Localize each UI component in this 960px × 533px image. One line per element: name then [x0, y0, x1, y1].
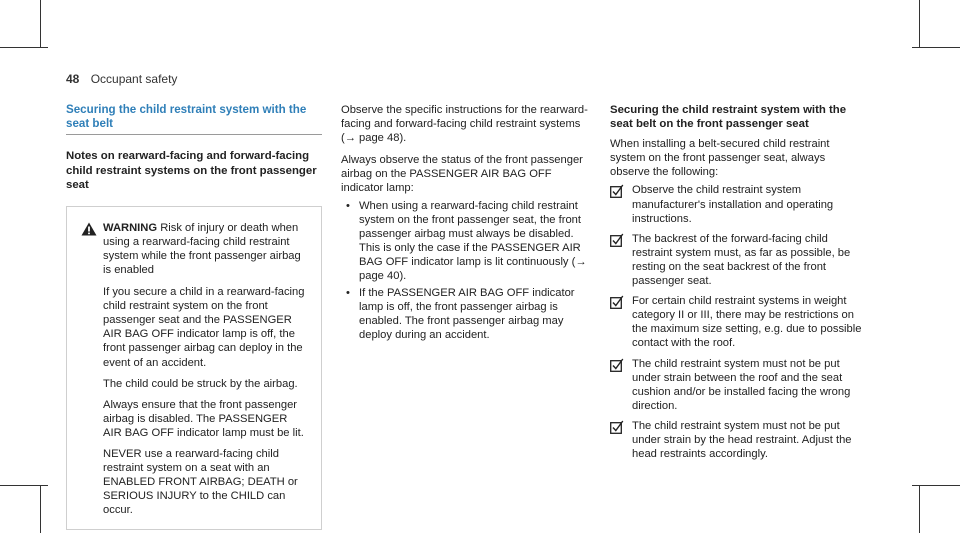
- warning-paragraph: NEVER use a rearward-facing child restraint system on a seat with an ENABLED FRONT AIRBAG; DEATH or SERIOUS INJURY to the CHILD can occur.: [103, 448, 298, 517]
- warning-lead: [103, 221, 307, 277]
- checklist-text: The backrest of the forward-facing child restraint system must, as far as possible, be resting on the seat backrest of the front passenger seat.: [632, 232, 851, 288]
- checkbox-checked-icon: [610, 295, 624, 309]
- checklist-item: [610, 183, 868, 225]
- left-column: [66, 103, 322, 530]
- status-paragraph: Always observe the status of the front passenger airbag on the PASSENGER AIR BAG OFF indicator lamp:: [341, 154, 583, 195]
- warning-box: [66, 206, 322, 531]
- warning-triangle-icon: [81, 222, 97, 236]
- warning-paragraph: If you secure a child in a rearward-facing child restraint system on the front passenger seat and the PASSENGER AIR BAG OFF indicator lamp is off, the front passenger airbag can deploy in the event of an accident.: [103, 286, 305, 369]
- checklist-text: For certain child restraint systems in weight category II or III, there may be restrictions on the maximum size setting, e.g. due to possible contact with the roof.: [632, 295, 862, 350]
- checklist-text: Observe the child restraint system manufacturer's installation and operating instructions.: [632, 184, 834, 225]
- crop-mark: [919, 485, 920, 533]
- intro-paragraph: Observe the specific instructions for the rearward-facing and forward-facing child restraint systems (→ page 48).: [341, 104, 588, 145]
- page-number: 48: [66, 72, 80, 86]
- title-divider: [66, 134, 322, 135]
- checkbox-checked-icon: [610, 184, 624, 198]
- crop-mark: [40, 485, 41, 533]
- warning-paragraph: Always ensure that the front passenger airbag is disabled. The PASSENGER AIR BAG OFF indicator lamp must be lit.: [103, 398, 304, 439]
- notes-subtitle: Notes on rearward-facing and forward-facing child restraint systems on the front passenger seat: [66, 150, 317, 191]
- crop-mark: [0, 47, 48, 48]
- crop-mark: [0, 485, 48, 486]
- section-title: Securing the child restraint system with the seat belt: [66, 103, 307, 131]
- checklist-item: [610, 294, 868, 350]
- checklist-item: [610, 232, 868, 288]
- page-header: [66, 72, 177, 86]
- warning-paragraph: The child could be struck by the airbag.: [103, 377, 298, 390]
- right-column: [610, 103, 868, 467]
- middle-column: [341, 103, 593, 346]
- checkbox-checked-icon: [610, 420, 624, 434]
- crop-mark: [912, 47, 960, 48]
- intro-paragraph: When installing a belt-secured child restraint system on the front passenger seat, always observe the following:: [610, 138, 830, 179]
- list-item: • If the PASSENGER AIR BAG OFF indicator lamp is off, the front passenger airbag is enabled. The front passenger airbag may deploy during an accident.: [341, 286, 593, 342]
- section-name: Occupant safety: [90, 72, 178, 86]
- list-item: • When using a rearward-facing child restraint system on the front passenger seat, the front passenger airbag must always be disabled. This is only the case if the PASSENGER AIR BAG OFF indicator lamp is lit continuously (→ page 40).: [341, 199, 593, 284]
- checkbox-checked-icon: [610, 358, 624, 372]
- checklist-text: The child restraint system must not be put under strain between the roof and the seat cushion and/or be installed facing the wrong direction.: [632, 357, 851, 412]
- checklist-text: The child restraint system must not be put under strain by the head restraint. Adjust the head restraints accordingly.: [632, 419, 852, 461]
- checklist-item: [610, 357, 868, 413]
- bullet-list: [341, 199, 593, 343]
- crop-mark: [919, 0, 920, 48]
- checkbox-checked-icon: [610, 233, 624, 247]
- warning-lead-text: Risk of injury or death when using a rearward-facing child restraint system while the front passenger airbag is enabled: [103, 221, 301, 276]
- crop-mark: [912, 485, 960, 486]
- checklist: [610, 183, 868, 461]
- crop-mark: [40, 0, 41, 48]
- checklist-item: [610, 419, 868, 461]
- warning-keyword: WARNING: [103, 221, 158, 234]
- subsection-title: Securing the child restraint system with the seat belt on the front passenger seat: [610, 104, 847, 131]
